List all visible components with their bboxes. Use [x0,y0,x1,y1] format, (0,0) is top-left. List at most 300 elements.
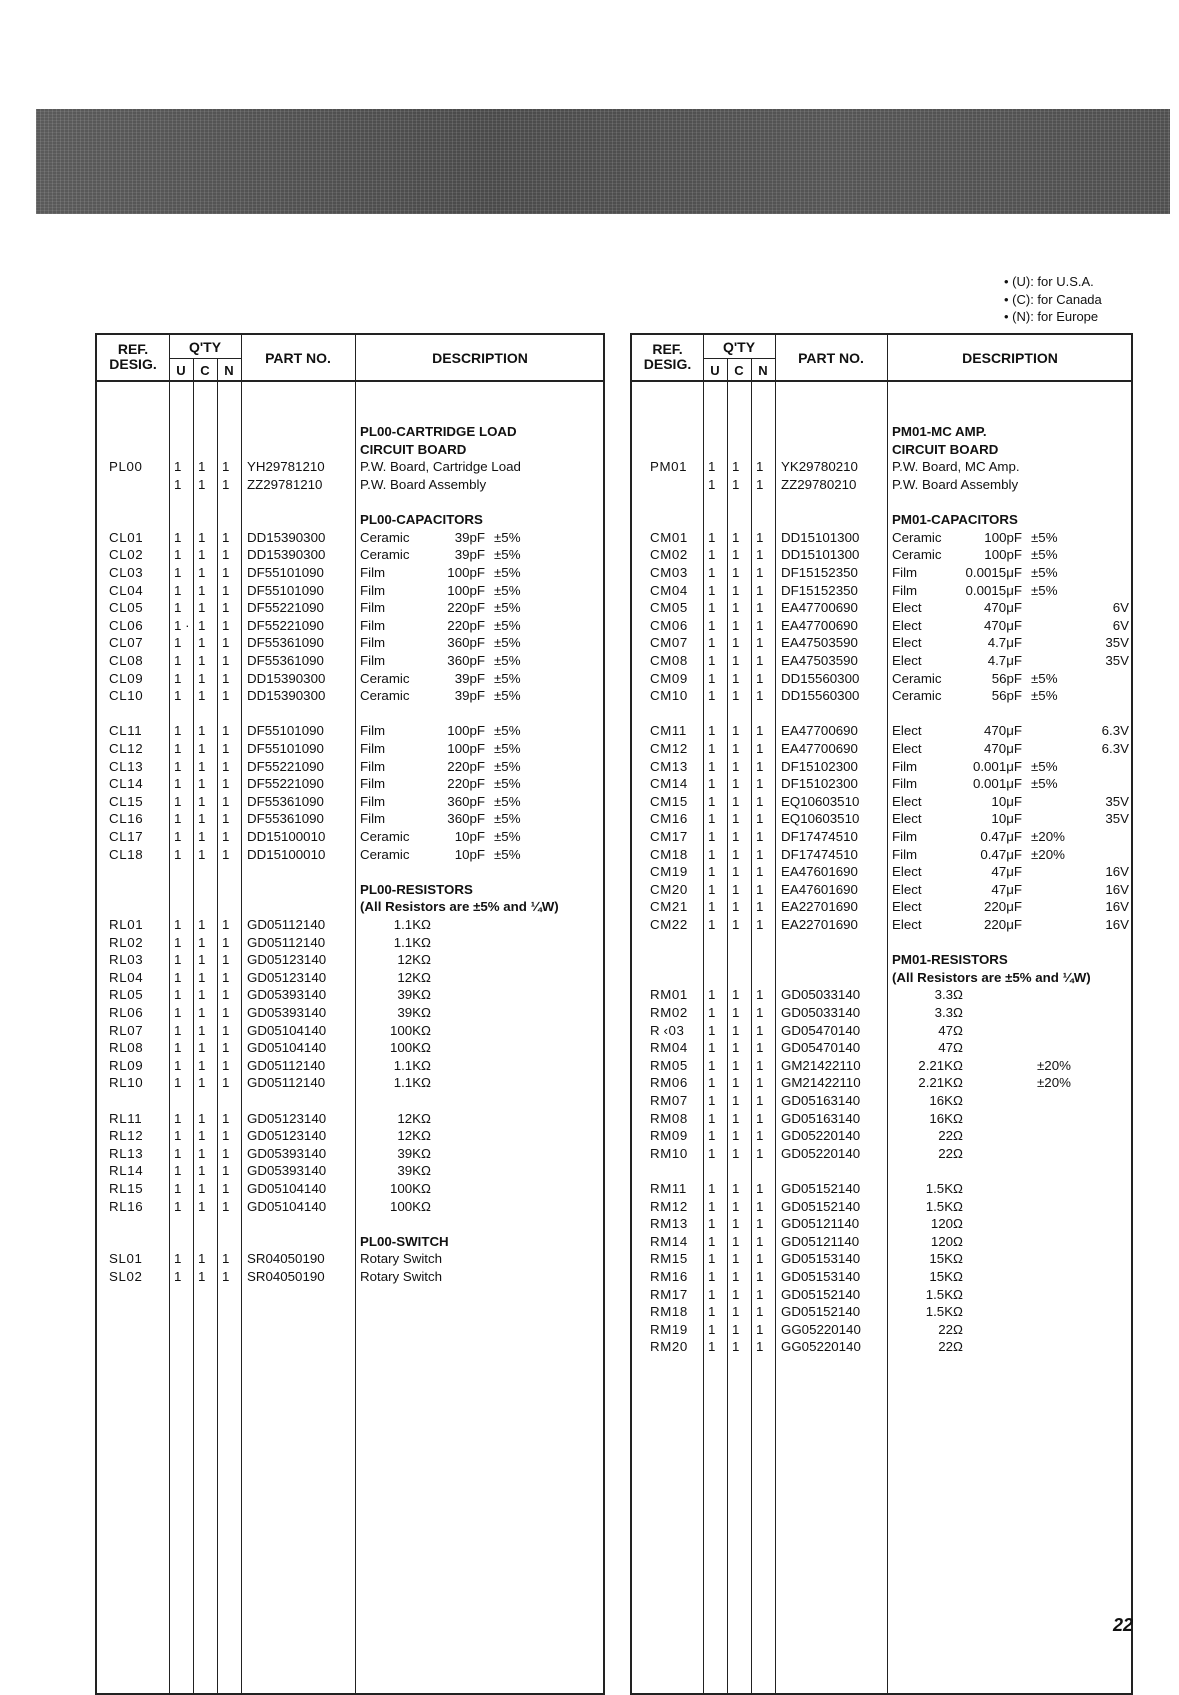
table-row [632,652,1131,670]
ref-desig: RM14 [650,1233,688,1249]
description: Ceramic [360,829,410,844]
part-no: EA47700690 [781,741,858,756]
resistance: 12KΩ [397,1128,431,1144]
qty-u: 1 [708,793,716,809]
qty-n: 1 [222,670,230,686]
description: Ceramic [892,529,942,545]
ref-desig: CL16 [109,811,144,827]
ref-desig: CM12 [650,741,688,756]
qty-n: 1 [756,917,764,932]
tolerance: ±5% [494,811,521,827]
qty-u: 1 [174,723,182,739]
ref-desig: CL04 [109,582,144,598]
table-row [632,1057,1131,1075]
legend-europe: • (N): for Europe [1004,309,1099,324]
resistance: 16KΩ [929,1093,963,1108]
ref-desig: RL06 [109,1005,144,1020]
table-row [97,722,603,740]
qty-c: 1 [198,917,206,932]
header-banner [36,109,1170,214]
qty-n: 1 [756,565,764,580]
qty-c: 1 [198,688,206,704]
ref-desig: CL09 [109,670,144,686]
qty-u: 1 [174,952,182,968]
ref-desig: CM11 [650,723,687,739]
qty-u: 1 [174,1163,182,1179]
description: P.W. Board Assembly [360,477,487,492]
part-no: SR04050190 [247,1251,325,1267]
parts-table-right [630,333,1133,1695]
description: P.W. Board, MC Amp. [892,459,1020,475]
qty-c: 1 [732,723,740,739]
qty-u: 1 [708,829,716,844]
qty-c-header: C [200,363,210,378]
tolerance: ±20% [1037,1075,1071,1091]
ref-header [632,342,703,372]
voltage: 6.3V [1101,723,1129,739]
qty-n: 1 [222,1198,230,1214]
resistance: 39KΩ [397,1163,431,1179]
tolerance: ±5% [494,529,521,545]
value: 10μF [991,811,1022,827]
qty-u: 1 [174,969,182,985]
table-row [97,458,603,476]
tolerance: ±5% [1031,688,1058,704]
qty-u: 1 [708,653,716,668]
qty-n: 1 [756,1093,764,1108]
table-row [632,916,1131,934]
qty-u: 1 [708,1145,716,1161]
part-no: DF15152350 [781,565,858,580]
value: 100pF [447,582,485,598]
qty-u: 1 [708,477,716,492]
part-no: DD15101300 [781,529,860,545]
qty-u: 1 [708,459,716,475]
table-row [632,1127,1131,1145]
qty-c-header: C [734,363,744,378]
ref-desig: CL14 [109,776,144,792]
part-no: GG05220140 [781,1321,861,1337]
ref-desig: RM15 [650,1251,688,1267]
value: 100pF [984,547,1022,563]
qty-c: 1 [732,1040,740,1056]
part-no: GD05152140 [781,1181,861,1196]
description: Film [360,565,386,580]
qty-c: 1 [732,582,740,598]
ref-desig: CL08 [109,653,144,668]
qty-u: 1 [174,565,182,580]
qty-n: 1 [756,723,764,739]
qty-c: 1 [732,899,740,915]
table-row [97,793,603,811]
qty-n: 1 [756,741,764,756]
table-row [632,476,1131,494]
qty-n: 1 [756,1269,764,1284]
qty-n: 1 [222,987,230,1003]
qty-u: 1 [174,635,182,651]
table-row [97,898,603,916]
qty-u: 1 [708,1110,716,1126]
ref-desig: CL11 [109,723,143,739]
ref-desig: CM17 [650,829,688,844]
description: Elect [892,881,922,897]
qty-u: 1 [174,776,182,792]
qty-n: 1 [756,987,764,1003]
resistance: 47Ω [938,1022,963,1038]
table-row [97,617,603,635]
part-no: DF17474510 [781,829,858,844]
qty-n: 1 [756,776,764,792]
qty-u: 1 [174,758,182,774]
qty-c: 1 [198,547,206,563]
table-row [97,670,603,688]
qty-n: 1 [222,1128,230,1144]
qty-u: 1 [708,529,716,545]
description: Elect [892,741,922,756]
description: P.W. Board, Cartridge Load [360,459,521,475]
ref-desig: RM08 [650,1110,688,1126]
part-no: GM21422110 [781,1075,861,1091]
qty-n: 1 [222,1057,230,1073]
qty-c: 1 [732,758,740,774]
table-row [632,1022,1131,1040]
table-row [97,1039,603,1057]
value: 360pF [447,653,485,668]
qty-u: 1 [708,881,716,897]
ref-desig: CM13 [650,758,688,774]
table-row [97,441,603,459]
qty-u: 1 [708,1057,716,1073]
qty-c: 1 [198,1145,206,1161]
part-no: DD15390300 [247,670,326,686]
qty-u: 1 [708,758,716,774]
qty-c: 1 [732,617,740,633]
qty-u: 1 [174,477,182,492]
table-row [97,1022,603,1040]
description: Film [892,846,918,862]
table-row [97,846,603,864]
table-row [97,634,603,652]
part-no: ZZ29781210 [247,477,323,492]
qty-n: 1 [222,635,230,651]
part-no: DF55361090 [247,635,324,651]
description: Rotary Switch [360,1269,443,1284]
value: 100pF [447,565,485,580]
value: 470μF [984,600,1022,616]
qty-c: 1 [732,1251,740,1267]
table-row [97,511,603,529]
table-row [97,599,603,617]
table-row [97,1162,603,1180]
qty-c: 1 [198,793,206,809]
part-no: DF55221090 [247,600,324,616]
table-row [632,881,1131,899]
resistance: 100KΩ [390,1022,431,1038]
voltage: 35V [1105,811,1129,827]
ref-desig: RL08 [109,1040,144,1056]
qty-c: 1 [732,1198,740,1214]
part-no: EA47601690 [781,864,858,880]
tolerance: ±5% [1031,547,1058,563]
ref-desig: RL09 [109,1057,144,1073]
tolerance: ±5% [494,565,521,580]
value: 470μF [984,723,1022,739]
part-no: GD05112140 [247,1057,326,1073]
resistance: 2.21KΩ [918,1075,963,1091]
table-row [632,1004,1131,1022]
ref-desig: CM14 [650,776,688,792]
table-row [632,617,1131,635]
description: Elect [892,917,922,932]
qty-c: 1 [198,617,206,633]
part-no: DD15390300 [247,529,326,545]
qty-u: 1 [708,1075,716,1091]
table-row [97,582,603,600]
part-no: GD05112140 [247,934,326,950]
part-no: DF55221090 [247,617,324,633]
table-row [97,1127,603,1145]
ref-desig: RL10 [109,1075,144,1091]
qty-n: 1 [222,758,230,774]
qty-n: 1 [756,1040,764,1056]
voltage: 16V [1105,917,1129,932]
qty-c: 1 [732,1128,740,1144]
qty-u: 1 [174,1198,182,1214]
ref-desig: CM05 [650,600,688,616]
resistance: 3.3Ω [934,987,963,1003]
part-no: GD05393140 [247,1163,327,1179]
qty-u: 1 [174,529,182,545]
tolerance: ±5% [494,776,521,792]
part-no: YH29781210 [247,459,325,475]
tolerance: ±5% [494,582,521,598]
qty-c: 1 [732,846,740,862]
tolerance: ±20% [1037,1057,1071,1073]
table-row [632,599,1131,617]
table-row [97,934,603,952]
part-no: DF55221090 [247,758,324,774]
table-row [632,423,1131,441]
ref-desig: RM10 [650,1145,688,1161]
qty-n: 1 [756,829,764,844]
qty-n: 1 [222,1251,230,1267]
qty-c: 1 [198,635,206,651]
table-row [632,969,1131,987]
resistance: 120Ω [930,1216,963,1232]
resistance: 1.1KΩ [393,1075,431,1091]
voltage: 16V [1105,864,1129,880]
qty-c: 1 [732,600,740,616]
table-row [632,582,1131,600]
value: 360pF [447,635,485,651]
qty-c: 1 [732,1233,740,1249]
part-no: DF15102300 [781,758,858,774]
value: 39pF [454,529,485,545]
part-no: DF15152350 [781,582,858,598]
qty-u: 1 [174,653,182,668]
tolerance: ±5% [1031,565,1058,580]
description: Film [892,776,918,792]
ref-desig: RL04 [109,969,144,985]
description: Ceramic [360,846,410,862]
qty-c: 1 [732,741,740,756]
resistance: 100KΩ [390,1198,431,1214]
table-row [632,793,1131,811]
qty-n: 1 [222,459,230,475]
part-no: GD05123140 [247,969,327,985]
qty-n: 1 [756,1022,764,1038]
part-no: EA22701690 [781,917,858,932]
tolerance: ±5% [494,793,521,809]
resistance: 1.1KΩ [393,1057,431,1073]
tolerance: ±5% [1031,582,1058,598]
part-no: SR04050190 [247,1269,325,1284]
description: Film [360,741,386,756]
part-no: GD05393140 [247,1145,327,1161]
table-row [97,529,603,547]
qty-n: 1 [222,917,230,932]
qty-c: 1 [732,1286,740,1302]
qty-c: 1 [198,1198,206,1214]
table-row [97,1145,603,1163]
ref-desig: CL07 [109,635,144,651]
section-title: CIRCUIT BOARD [360,441,467,457]
tolerance: ±5% [494,723,521,739]
qty-u-header: U [710,363,720,378]
table-row [632,1303,1131,1321]
resistance: 39KΩ [397,1005,431,1020]
qty-u: 1 [174,600,182,616]
qty-u: 1 [174,811,182,827]
qty-c: 1 [732,529,740,545]
qty-u: 1 [708,811,716,827]
ref-desig: RM09 [650,1128,688,1144]
resistance: 1.5KΩ [925,1304,963,1320]
qty-c: 1 [732,459,740,475]
table-row [97,564,603,582]
part-no: GD05163140 [781,1110,861,1126]
qty-u: 1 [174,829,182,844]
qty-c: 1 [732,917,740,932]
qty-header: Q'TY [188,339,222,355]
value: 100pF [447,723,485,739]
table-row [632,441,1131,459]
part-no: DD15390300 [247,688,326,704]
qty-n: 1 [222,1181,230,1196]
qty-n: 1 [222,846,230,862]
table-row [97,1268,603,1286]
qty-n: 1 [756,1304,764,1320]
table-row [632,564,1131,582]
table-row [97,476,603,494]
value: 56pF [991,688,1022,704]
ref-desig: CM02 [650,547,688,563]
description: Ceramic [360,688,410,704]
table-row [632,722,1131,740]
part-no: GD05112140 [247,1075,326,1091]
qty-u: 1 [174,670,182,686]
part-no: GD05220140 [781,1128,861,1144]
resistance: 2.21KΩ [918,1057,963,1073]
qty-u: 1 [708,987,716,1003]
table-row [97,423,603,441]
part-no: GD05220140 [781,1145,861,1161]
voltage: 6V [1112,617,1129,633]
qty-c: 1 [198,934,206,950]
ref-desig: CM16 [650,811,688,827]
table-row [632,511,1131,529]
qty-u: 1 [174,793,182,809]
voltage: 16V [1105,899,1129,915]
resistance: 22Ω [938,1321,963,1337]
description: Ceramic [892,670,942,686]
description: Elect [892,811,922,827]
section-title: (All Resistors are ±5% and ¼W) [360,899,559,915]
qty-n: 1 [756,459,764,475]
qty-n: 1 [756,864,764,880]
qty-u: 1 [708,1269,716,1284]
part-no: GD05123140 [247,952,327,968]
qty-c: 1 [198,670,206,686]
qty-u: 1 [174,1251,182,1267]
description-header: DESCRIPTION [432,350,528,366]
qty-u: 1 [708,1093,716,1108]
ref-desig: CM19 [650,864,688,880]
voltage: 35V [1105,653,1129,668]
qty-c: 1 [732,635,740,651]
resistance: 47Ω [938,1040,963,1056]
part-no: DD15101300 [781,547,860,563]
qty-c: 1 [732,793,740,809]
qty-u: 1 [708,864,716,880]
part-no: GD05152140 [781,1304,861,1320]
qty-n: 1 [756,811,764,827]
table-row [97,969,603,987]
resistance: 1.5KΩ [925,1286,963,1302]
ref-desig: CM06 [650,617,688,633]
qty-c: 1 [732,1181,740,1196]
description: Film [360,811,386,827]
description: Film [360,653,386,668]
ref-desig: RL15 [109,1181,144,1196]
qty-n: 1 [756,793,764,809]
value: 56pF [991,670,1022,686]
table-row [97,1250,603,1268]
qty-u: 1 [174,846,182,862]
part-no: GD05104140 [247,1022,327,1038]
part-no: DF55361090 [247,793,324,809]
part-no: GD05121140 [781,1233,860,1249]
ref-desig: RL03 [109,952,144,968]
table-row [632,634,1131,652]
qty-u: 1 [174,1128,182,1144]
ref-desig: RL13 [109,1145,144,1161]
ref-desig: CL03 [109,565,144,580]
resistance: 100KΩ [390,1040,431,1056]
value: 220μF [984,899,1022,915]
table-row [632,1074,1131,1092]
table-row [632,1110,1131,1128]
part-no: DF55221090 [247,776,324,792]
part-no: GD05393140 [247,1005,327,1020]
qty-n: 1 [756,1251,764,1267]
qty-n: 1 [756,547,764,563]
ref-header-line1: REF. [117,341,149,357]
value: 220pF [447,600,485,616]
table-row [632,951,1131,969]
section-title: PL00-CARTRIDGE LOAD [360,424,517,440]
qty-u: 1 [174,934,182,950]
